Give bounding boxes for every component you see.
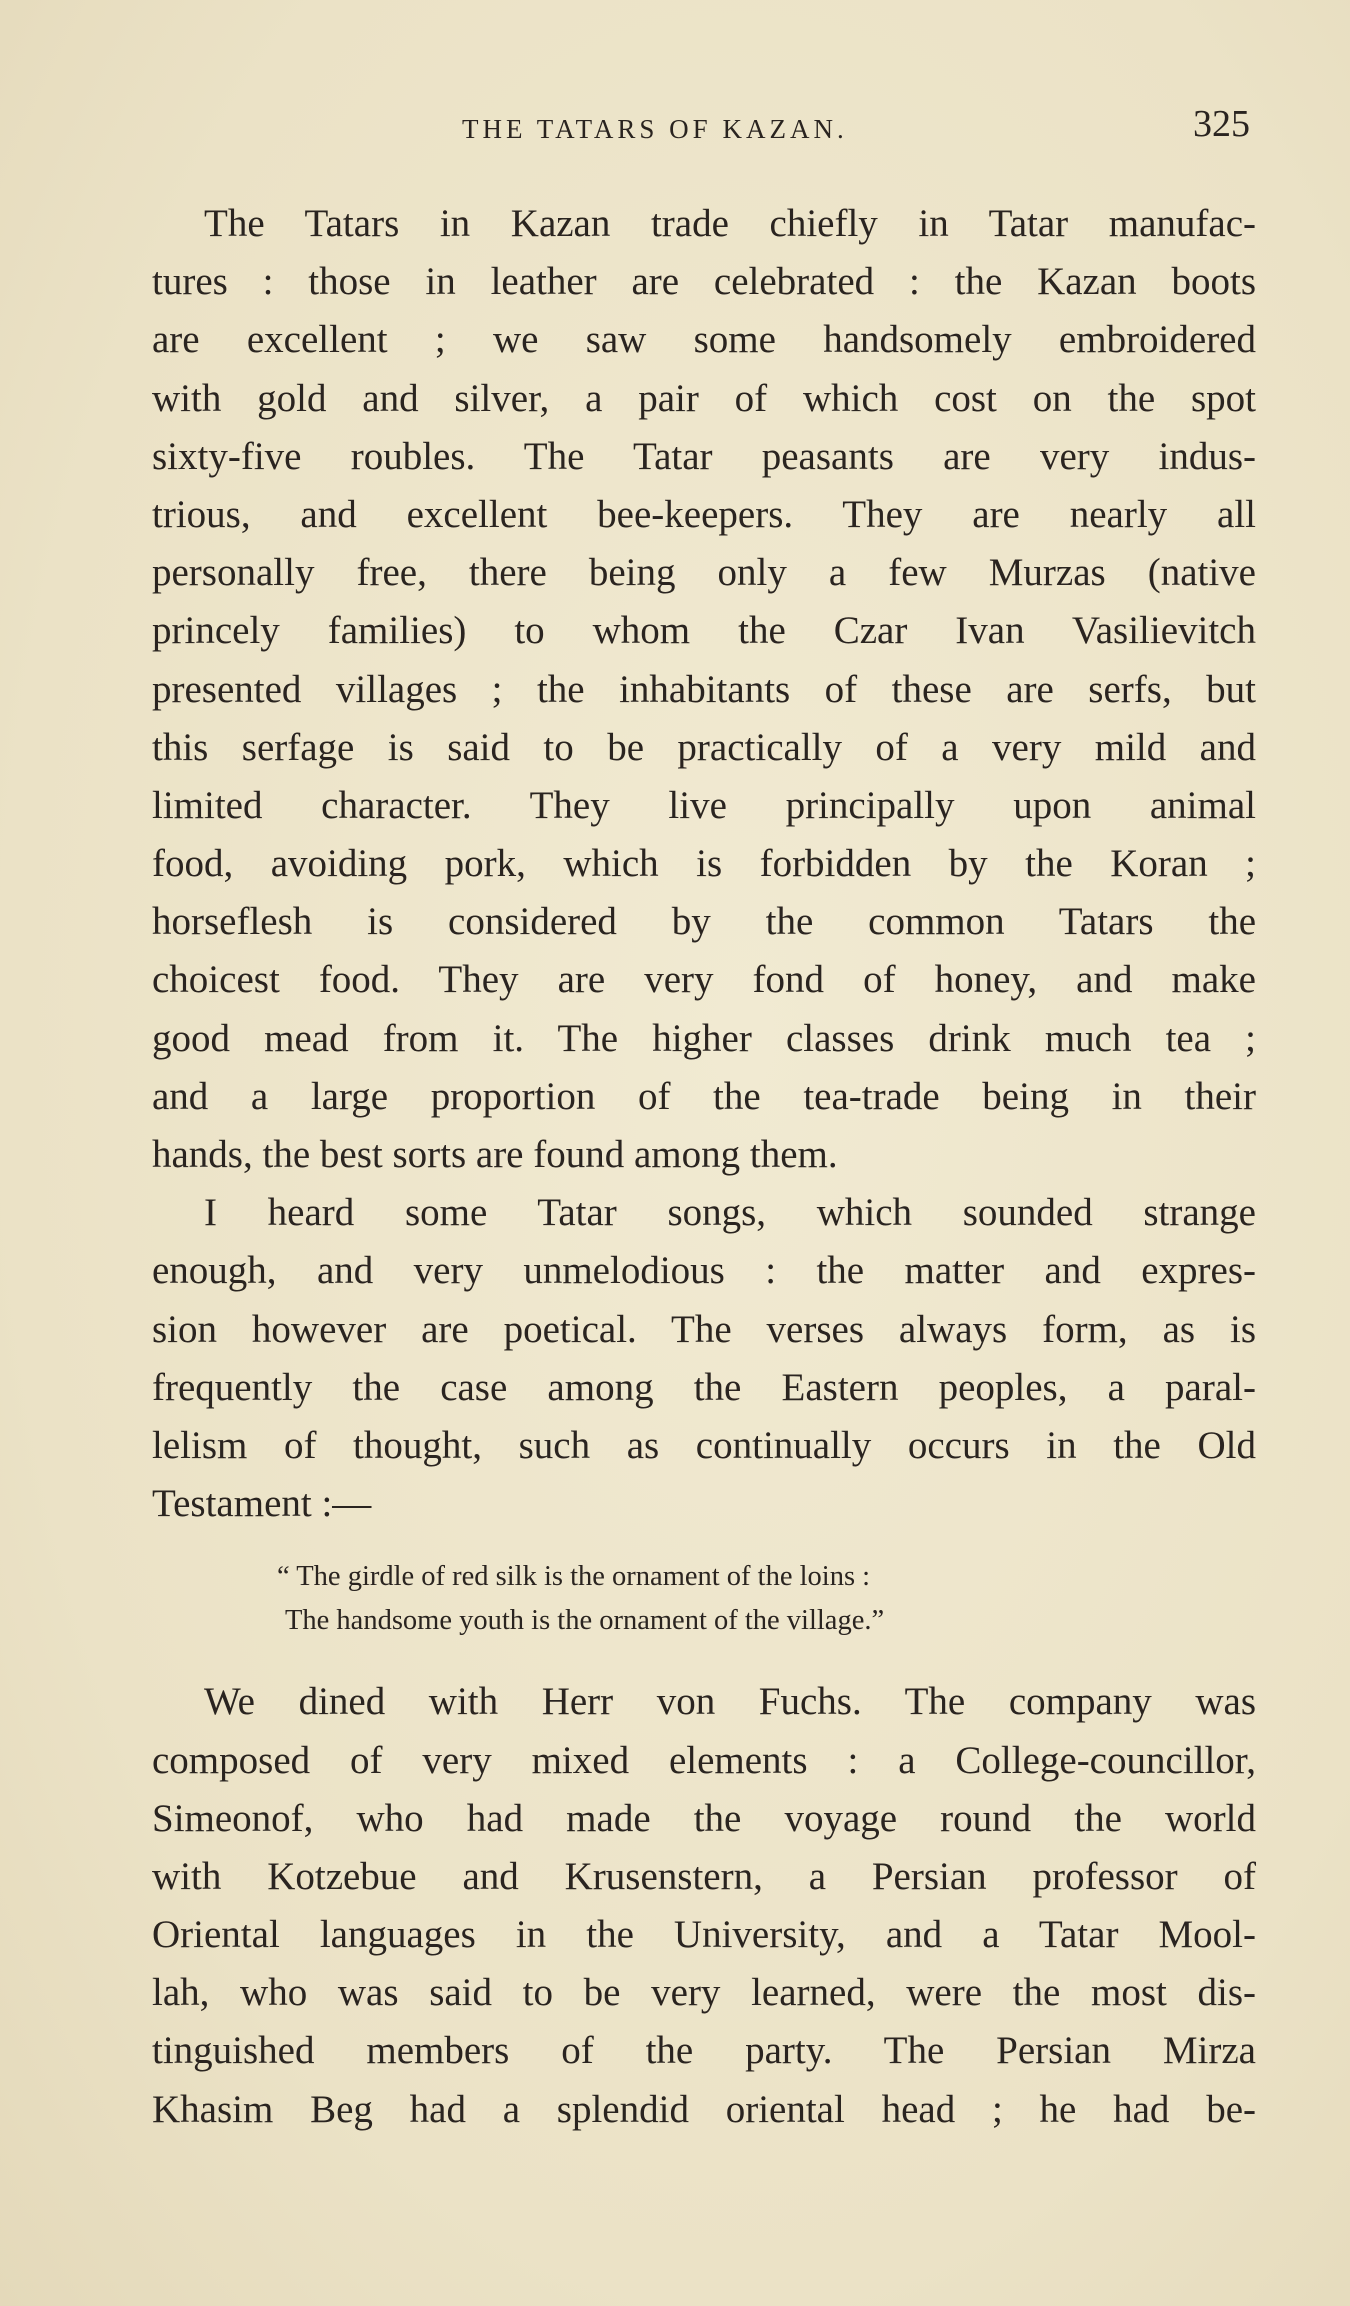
text-line: good mead from it. The higher classes drink much tea ; <box>152 1016 1256 1060</box>
running-head <box>150 103 1250 158</box>
paragraph-1 <box>152 195 1256 1184</box>
body-text <box>152 195 1256 2139</box>
text-line: choicest food. They are very fond of honey, and make <box>152 958 1256 1002</box>
text-line: Khasim Beg had a splendid oriental head ; he had be- <box>152 2087 1256 2131</box>
text-line: horseflesh is considered by the common Tatars the <box>152 900 1256 944</box>
text-line: hands, the best sorts are found among them. <box>152 1133 838 1176</box>
text-line: tures : those in leather are celebrated : the Kazan boots <box>152 260 1256 304</box>
paragraph-2 <box>152 1184 1256 1533</box>
verse-quote <box>152 1555 1256 1643</box>
text-line: trious, and excellent bee-keepers. They are nearly all <box>152 492 1256 536</box>
text-line: are excellent ; we saw some handsomely embroidered <box>152 318 1256 362</box>
text-line: We dined with Herr von Fuchs. The company was <box>204 1680 1256 1724</box>
text-line: with gold and silver, a pair of which cost on the spot <box>152 376 1256 420</box>
text-line: personally free, there being only a few Murzas (native <box>152 551 1256 595</box>
text-line: lah, who was said to be very learned, were the most dis- <box>152 1971 1256 2015</box>
text-line: tinguished members of the party. The Persian Mirza <box>152 2029 1256 2073</box>
text-line: limited character. They live principally upon animal <box>152 783 1256 827</box>
text-line: Oriental languages in the University, and a Tatar Mool- <box>152 1913 1256 1957</box>
page-number: 325 <box>1193 103 1250 145</box>
text-line: The Tatars in Kazan trade chiefly in Tatar manufac- <box>204 202 1256 245</box>
text-line: princely families) to whom the Czar Ivan Vasilievitch <box>152 609 1256 653</box>
text-line: presented villages ; the inhabitants of these are serfs, but <box>152 667 1256 711</box>
text-line: and a large proportion of the tea-trade being in their <box>152 1074 1256 1118</box>
text-line: Simeonof, who had made the voyage round the world <box>152 1796 1256 1840</box>
text-line: food, avoiding pork, which is forbidden by the Koran ; <box>152 842 1256 886</box>
text-line: I heard some Tatar songs, which sounded strange <box>204 1191 1256 1235</box>
text-line: composed of very mixed elements : a College-councillor, <box>152 1738 1256 1782</box>
text-line: sion however are poetical. The verses always form, as is <box>152 1307 1256 1351</box>
text-line: this serfage is said to be practically of a very mild and <box>152 725 1256 769</box>
text-line: frequently the case among the Eastern peoples, a paral- <box>152 1365 1256 1409</box>
text-line: Testament :— <box>152 1482 372 1526</box>
verse-line: The handsome youth is the ornament of the village.” <box>285 1605 885 1637</box>
text-line: lelism of thought, such as continually occurs in the Old <box>152 1423 1256 1467</box>
paragraph-3 <box>152 1673 1256 2139</box>
running-title: THE TATARS OF KAZAN. <box>462 114 848 144</box>
text-line: with Kotzebue and Krusenstern, a Persian professor of <box>152 1854 1256 1898</box>
text-line: enough, and very unmelodious : the matter and expres- <box>152 1249 1256 1293</box>
text-line: sixty-five roubles. The Tatar peasants are very indus- <box>152 434 1256 478</box>
verse-line: “ The girdle of red silk is the ornament of the loins : <box>277 1561 871 1593</box>
